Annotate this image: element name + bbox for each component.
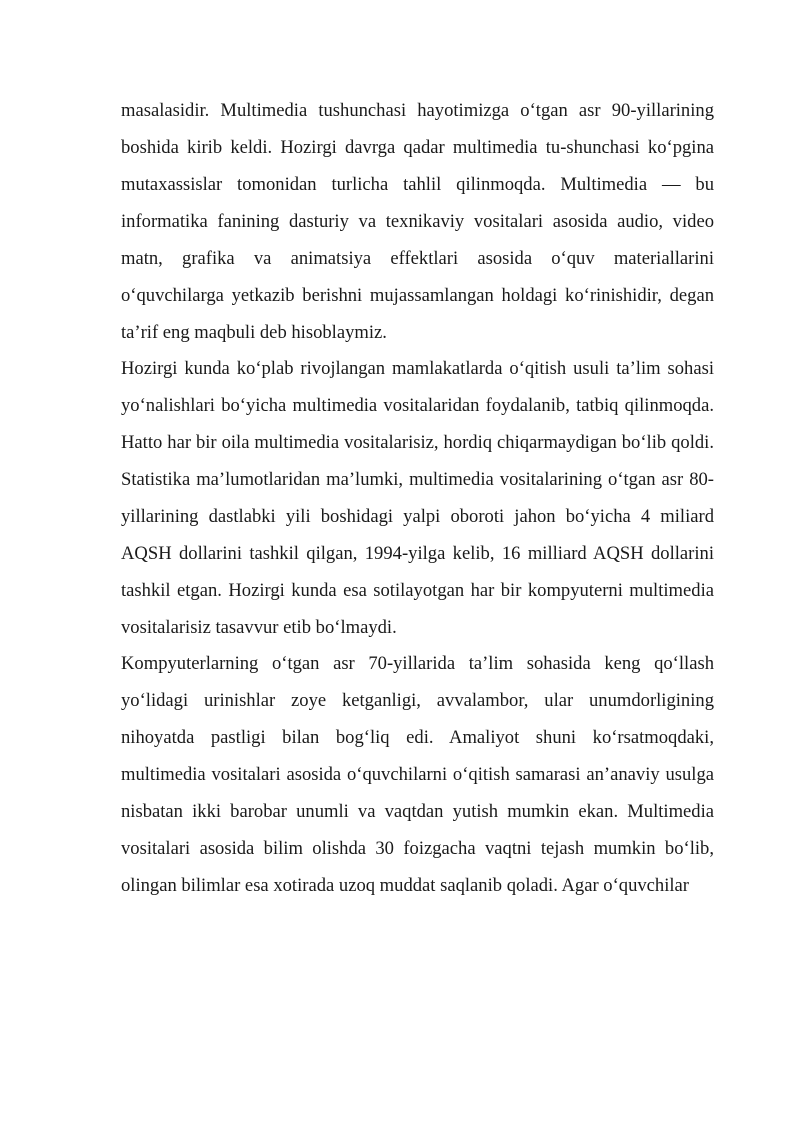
- body-text: [121, 92, 714, 904]
- paragraph-multimedia-definition: masalasidir. Multimedia tushunchasi hayotimizga o‘tgan asr 90-yillarining boshida kirib keldi. Hozirgi davrga qadar multimedia tu-shunchasi ko‘pgina mutaxassislar tomonidan turlicha tahlil qilinmoqda. Multimedia — bu informatika fanining dasturiy va texnikaviy vositalari asosida audio, video matn, grafika va animatsiya effektlari asosida o‘quv materiallarini o‘quvchilarga yetkazib berishni mujassamlangan holdagi ko‘rinishidir, degan ta’rif eng maqbuli deb hisoblaymiz.: [121, 100, 714, 343]
- paragraph-computers-in-education: Kompyuterlarning o‘tgan asr 70-yillarida ta’lim sohasida keng qo‘llash yo‘lidagi urinishlar zoye ketganligi, avvalambor, ular unumdorligining nihoyatda pastligi bilan bog‘liq edi. Amaliyot shuni ko‘rsatmoqdaki, multimedia vositalari asosida o‘quvchilarni o‘qitish samarasi an’anaviy usulga nisbatan ikki barobar unumli va vaqtdan yutish mumkin ekan. Multimedia vositalari asosida bilim olishda 30 foizgacha vaqtni tejash mumkin bo‘lib, olingan bilimlar esa xotirada uzoq muddat saqlanib qoladi. Agar o‘quvchilar: [121, 653, 714, 896]
- paragraph-multimedia-statistics: Hozirgi kunda ko‘plab rivojlangan mamlakatlarda o‘qitish usuli ta’lim sohasi yo‘nalishlari bo‘yicha multimedia vositalaridan foydalanib, tatbiq qilinmoqda. Hatto har bir oila multimedia vositalarisiz, hordiq chiqarmaydigan bo‘lib qoldi. Statistika ma’lumotlaridan ma’lumki, multimedia vositalarining o‘tgan asr 80-yillarining dastlabki yili boshidagi yalpi oboroti jahon bo‘yicha 4 miliard AQSH dollarini tashkil qilgan, 1994-yilga kelib, 16 milliard AQSH dollarini tashkil etgan. Hozirgi kunda esa sotilayotgan har bir kompyuterni multimedia vositalarisiz tasavvur etib bo‘lmaydi.: [121, 358, 714, 638]
